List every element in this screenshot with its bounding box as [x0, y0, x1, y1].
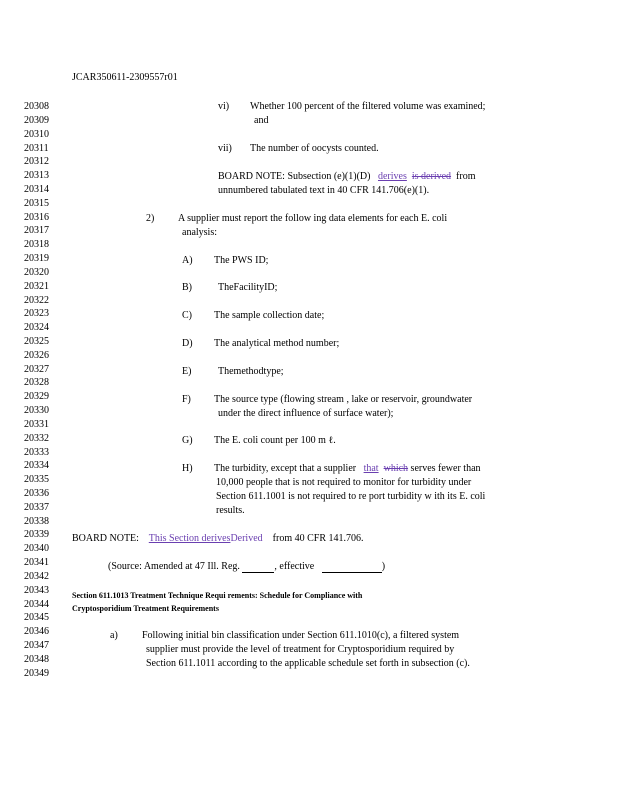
line-number: 20315 [24, 197, 49, 209]
item-h-deletion: which [383, 463, 409, 474]
line-number: 20337 [24, 501, 49, 513]
item-h-insertion: that [363, 463, 379, 474]
board-note-1 [218, 171, 475, 183]
line-number: 20324 [24, 322, 49, 334]
line-number: 20320 [24, 266, 49, 278]
item-h-line4: results. [216, 505, 245, 516]
line-number: 20322 [24, 294, 49, 306]
item-d-text: The analytical method number; [214, 338, 340, 349]
line-number: 20310 [24, 128, 49, 140]
line-number: 20342 [24, 570, 49, 582]
item-h-prefix: The turbidity, except that a supplier [214, 463, 357, 474]
source-date-blank [322, 563, 382, 573]
line-number: 20336 [24, 488, 49, 499]
line-number: 20319 [24, 253, 49, 264]
line-number: 20344 [24, 598, 49, 610]
para-a-label: a) [110, 630, 118, 641]
item-h-label: H) [182, 463, 193, 474]
source-end: ) [381, 561, 386, 572]
board-note-2-derived: Derived [230, 533, 263, 544]
item-h-text [214, 463, 481, 475]
item-b-text: TheFacilityID; [218, 282, 278, 293]
line-number: 20318 [24, 239, 49, 251]
line-number: 20333 [24, 446, 49, 458]
item-c-text: The sample collection date; [214, 310, 325, 321]
line-number: 20334 [24, 460, 49, 472]
item-vi-text-cont: and [254, 115, 269, 126]
board-note-1-suffix: from [456, 171, 476, 182]
item-h-line2: 10,000 people that is not required to monitor for turbidity under [216, 477, 472, 488]
item-f-text: The source type (flowing stream , lake or reservoir, groundwater [214, 394, 473, 405]
line-number: 20325 [24, 335, 49, 347]
item-e-label: E) [182, 366, 192, 377]
line-number: 20329 [24, 391, 49, 403]
line-number: 20331 [24, 418, 49, 430]
line-number: 20349 [24, 667, 49, 679]
item-c-label: C) [182, 310, 192, 321]
line-number: 20335 [24, 474, 49, 486]
line-number: 20348 [24, 653, 49, 665]
item-vii-label: vii) [218, 143, 232, 154]
line-number: 20330 [24, 405, 49, 416]
source-mid: , effective [274, 561, 315, 572]
line-number: 20309 [24, 114, 49, 126]
item-d-label: D) [182, 338, 193, 349]
item-h-line3: Section 611.1001 is not required to re port turbidity w ith its E. coli [216, 491, 486, 502]
line-number: 20346 [24, 626, 49, 638]
line-number: 20340 [24, 543, 49, 555]
line-number: 20323 [24, 308, 49, 320]
item-a-text: The PWS ID; [214, 255, 269, 266]
line-number: 20326 [24, 349, 49, 361]
item-g-text: The E. coli count per 100 m ℓ. [214, 435, 336, 446]
item-vii-text: The number of oocysts counted. [250, 143, 379, 154]
line-number: 20328 [24, 377, 49, 389]
line-number: 20338 [24, 515, 49, 527]
item-h-suffix: serves fewer than [410, 463, 481, 474]
board-note-2-suffix: from 40 CFR 141.706. [272, 533, 364, 544]
paragraph-2-text-cont: analysis: [182, 227, 217, 238]
board-note-1-deletion: is derived [411, 171, 452, 182]
para-a-line2: supplier must provide the level of treatment for Cryptosporidium required by [146, 644, 455, 655]
line-number: 20312 [24, 156, 49, 168]
para-a-line3: Section 611.1011 according to the applicable schedule set forth in subsection (c). [146, 658, 470, 669]
item-e-text: Themethodtype; [218, 366, 284, 377]
line-number: 20308 [24, 101, 49, 112]
item-f-text-cont: under the direct influence of surface water); [218, 408, 394, 419]
item-f-label: F) [182, 394, 191, 405]
line-number: 20343 [24, 584, 49, 596]
line-number: 20313 [24, 170, 49, 182]
line-number: 20345 [24, 612, 49, 624]
para-a-line1: Following initial bin classification under Section 611.1010(c), a filtered system [142, 630, 460, 641]
line-number: 20339 [24, 529, 49, 541]
line-number: 20311 [24, 142, 49, 154]
line-number: 20316 [24, 211, 49, 223]
item-vi-text: Whether 100 percent of the filtered volume was examined; [250, 101, 486, 112]
source-prefix: (Source: Amended at 47 Ill. Reg. [108, 561, 240, 572]
source-note [108, 561, 385, 573]
item-g-label: G) [182, 435, 193, 446]
board-note-1-insertion: derives [377, 171, 407, 182]
board-note-2-insertion: This Section derives [148, 533, 231, 544]
paragraph-2-text: A supplier must report the follow ing data elements for each E. coli [178, 213, 448, 224]
line-number: 20314 [24, 183, 49, 195]
page-header: JCAR350611-2309557r01 [72, 72, 178, 83]
board-note-2 [72, 533, 364, 545]
item-vi-label: vi) [218, 101, 230, 112]
section-heading-line2: Cryptosporidium Treatment Requirements [72, 604, 219, 613]
source-issue-blank [242, 563, 274, 573]
line-number: 20347 [24, 640, 49, 651]
line-number: 20327 [24, 363, 49, 375]
board-note-2-prefix: BOARD NOTE: [72, 533, 139, 544]
item-a-label: A) [182, 255, 193, 266]
paragraph-2-label: 2) [146, 213, 155, 224]
line-number: 20332 [24, 432, 49, 444]
board-note-1-line2: unnumbered tabulated text in 40 CFR 141.706(e)(1). [218, 185, 430, 196]
line-number: 20317 [24, 225, 49, 237]
line-number: 20321 [24, 280, 49, 292]
section-heading-line1: Section 611.1013 Treatment Technique Requi rements: Schedule for Compliance with [72, 591, 363, 600]
line-number: 20341 [24, 557, 49, 569]
item-b-label: B) [182, 282, 192, 293]
board-note-1-prefix: BOARD NOTE: Subsection (e)(1)(D) [218, 171, 371, 182]
